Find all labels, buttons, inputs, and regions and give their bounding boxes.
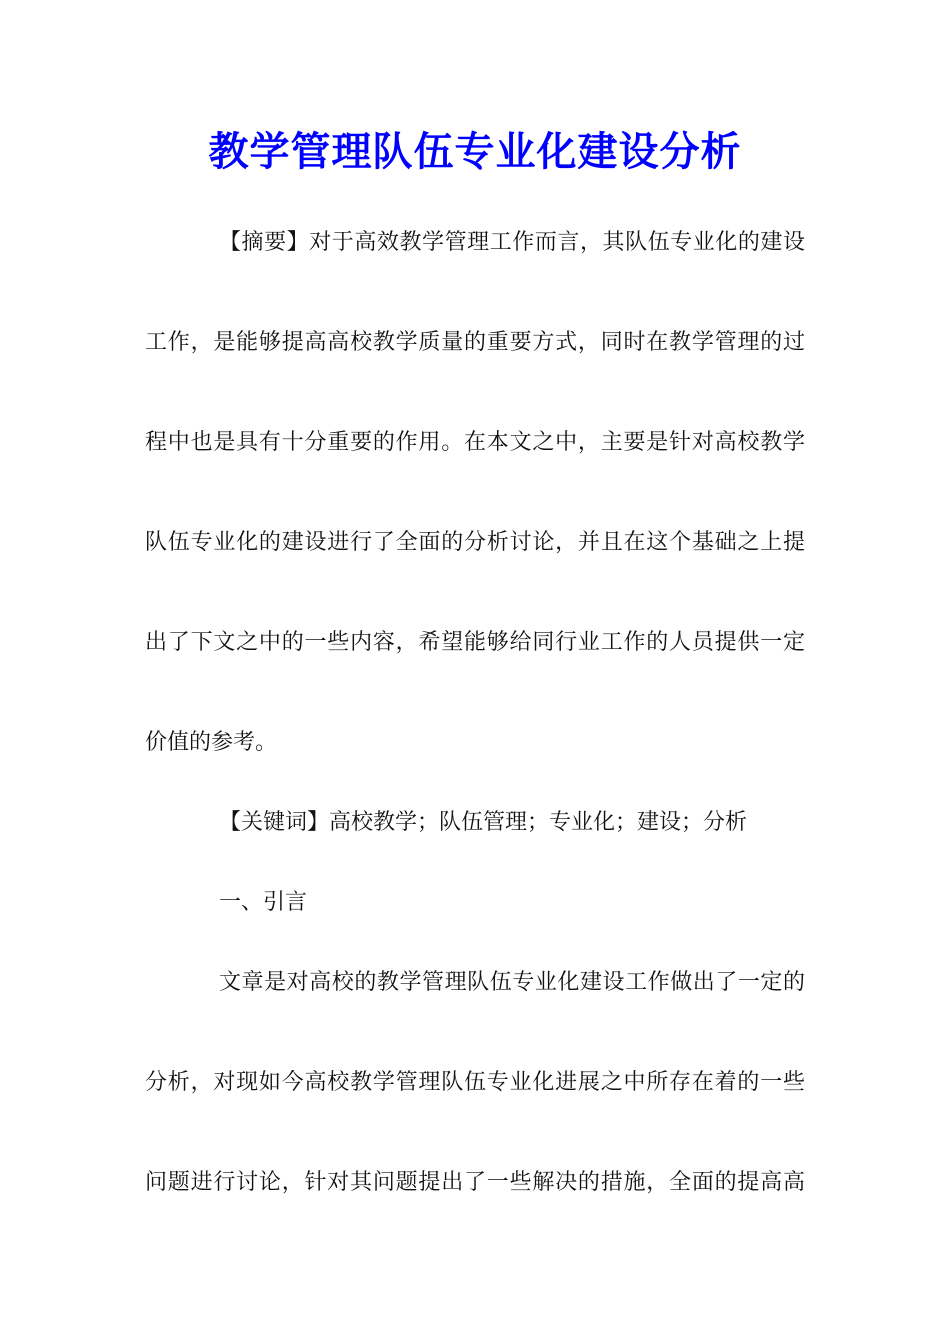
abstract-line-3: 程中也是具有十分重要的作用。在本文之中，主要是针对高校教学 <box>145 430 805 455</box>
abstract-line-6: 价值的参考。 <box>145 730 278 755</box>
abstract-line-4: 队伍专业化的建设进行了全面的分析讨论，并且在这个基础之上提 <box>145 530 805 555</box>
intro-line-1: 文章是对高校的教学管理队伍专业化建设工作做出了一定的 <box>219 970 805 995</box>
keywords-line: 【关键词】高校教学；队伍管理；专业化；建设；分析 <box>219 810 748 835</box>
document-title: 教学管理队伍专业化建设分析 <box>208 128 742 175</box>
intro-line-3: 问题进行讨论，针对其问题提出了一些解决的措施，全面的提高高 <box>145 1170 805 1195</box>
abstract-line-5: 出了下文之中的一些内容，希望能够给同行业工作的人员提供一定 <box>145 630 805 655</box>
abstract-line-1: 【摘要】对于高效教学管理工作而言，其队伍专业化的建设 <box>219 230 805 255</box>
intro-line-2: 分析，对现如今高校教学管理队伍专业化进展之中所存在着的一些 <box>145 1070 805 1095</box>
abstract-line-2: 工作，是能够提高高校教学质量的重要方式，同时在教学管理的过 <box>145 330 805 355</box>
section-heading: 一、引言 <box>219 890 308 915</box>
